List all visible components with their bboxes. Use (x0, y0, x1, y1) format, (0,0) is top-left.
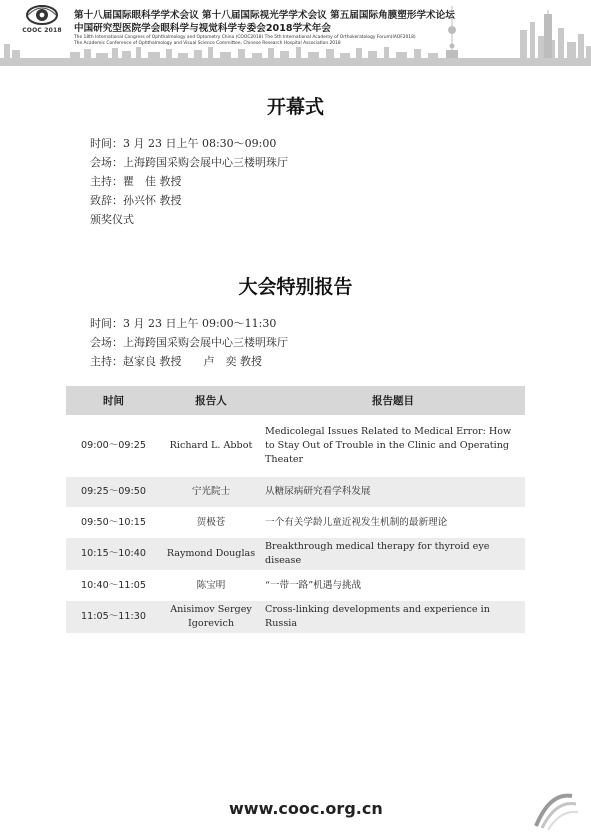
row-time: 10:15～10:40 (66, 538, 161, 570)
opening-host: 主持：瞿 佳 教授 (90, 175, 182, 188)
row-topic: 一个有关学龄儿童近视发生机制的最新理论 (261, 507, 525, 538)
conference-title-line-1: 第十八届国际眼科学学术会议 第十八届国际视光学学术会议 第五届国际角膜塑形学术论坛 (74, 10, 455, 21)
row-topic: Cross-linking developments and experience in Russia (261, 601, 525, 633)
table-row (66, 477, 525, 507)
opening-address: 致辞：孙兴怀 教授 (90, 194, 182, 207)
row-topic: Medicolegal Issues Related to Medical Error: How to Stay Out of Trouble in the Clinic and Operating Theater (261, 415, 525, 477)
header-speaker: 报告人 (161, 386, 261, 415)
row-speaker: Richard L. Abbot (161, 415, 261, 477)
row-speaker: 陈宝明 (161, 570, 261, 601)
table-row (66, 538, 525, 570)
logo-text: COOC 2018 (22, 27, 62, 34)
special-venue: 会场：上海跨国采购会展中心三楼明珠厅 (90, 336, 288, 349)
conference-title-line-4: The Academic Conference of Ophthalmology and Visual Science Committee, Chinese Research Hospital Association 2018 (74, 41, 341, 46)
table-row (66, 601, 525, 633)
row-time: 11:05～11:30 (66, 601, 161, 633)
conference-title-line-2: 中国研究型医院学会眼科学与视觉科学专委会2018学术年会 (74, 23, 331, 34)
page-header (0, 0, 591, 66)
table-row (66, 570, 525, 601)
table-header-row (66, 386, 525, 415)
header-time: 时间 (66, 386, 161, 415)
row-speaker: 贺极苍 (161, 507, 261, 538)
special-time: 时间：3 月 23 日上午 09:00～11:30 (90, 317, 277, 330)
opening-time: 时间：3 月 23 日上午 08:30～09:00 (90, 137, 277, 150)
cooc-eye-logo-icon (25, 4, 59, 26)
schedule-table (66, 386, 525, 633)
opening-ceremony-title: 开幕式 (266, 96, 324, 118)
conference-title-line-3: The 18th International Congress of Ophthalmology and Optometry China (COOC2018) The 5th International Academy of Orthokeratology Forum(IAOF2018) (74, 35, 416, 40)
row-speaker: Raymond Douglas (161, 538, 261, 570)
row-time: 09:25～09:50 (66, 477, 161, 507)
header-topic: 报告题目 (261, 386, 525, 415)
table-row (66, 507, 525, 538)
special-hosts: 主持：赵家良 教授 卢 奕 教授 (90, 355, 262, 368)
row-speaker: 宁光院士 (161, 477, 261, 507)
row-topic: “一带一路”机遇与挑战 (261, 570, 525, 601)
opening-ceremony-info (90, 134, 288, 229)
row-time: 09:00～09:25 (66, 415, 161, 477)
special-report-title: 大会特别报告 (238, 276, 353, 298)
conference-titles (74, 9, 514, 47)
row-time: 09:50～10:15 (66, 507, 161, 538)
row-topic: Breakthrough medical therapy for thyroid eye disease (261, 538, 525, 570)
opening-venue: 会场：上海跨国采购会展中心三楼明珠厅 (90, 156, 288, 169)
footer-swirl-decoration-icon (530, 790, 578, 830)
row-topic: 从糖尿病研究看学科发展 (261, 477, 525, 507)
opening-award: 颁奖仪式 (90, 213, 134, 226)
table-row (66, 415, 525, 477)
row-time: 10:40～11:05 (66, 570, 161, 601)
row-speaker: Anisimov Sergey Igorevich (161, 601, 261, 633)
special-report-info (90, 314, 288, 371)
footer-website-url[interactable]: www.cooc.org.cn (229, 799, 383, 818)
cooc-logo (16, 4, 68, 34)
